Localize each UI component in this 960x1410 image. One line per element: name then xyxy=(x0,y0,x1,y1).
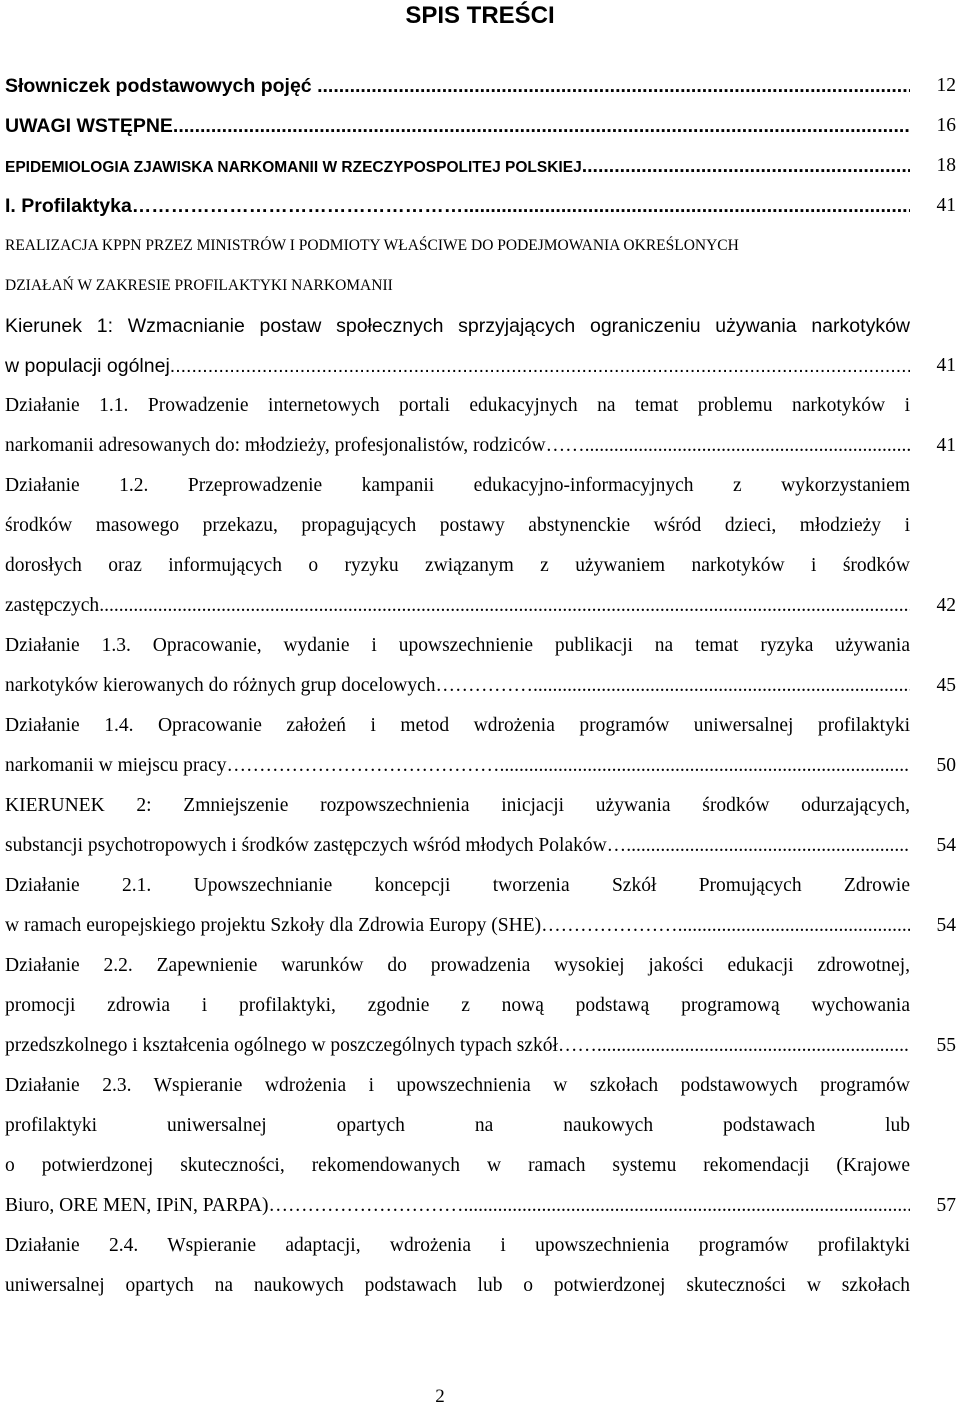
leader-dots xyxy=(585,426,910,466)
toc-page-number: 54 xyxy=(936,915,956,936)
leader-dots xyxy=(678,906,910,946)
toc-entry-action-2-2-line-2[interactable]: promocji zdrowia i profilaktyki, zgodnie z nową podstawą programową wychowania xyxy=(5,995,910,1016)
toc-entry-kppn-line-1[interactable]: REALIZACJA KPPN PRZEZ MINISTRÓW I PODMIOTY WŁAŚCIWE DO PODEJMOWANIA OKREŚLONYCH xyxy=(5,237,739,254)
toc-entry-action-2-1-line-2[interactable]: w ramach europejskiego projektu Szkoły dla Zdrowia Europy (SHE)………………… ..... xyxy=(5,906,910,946)
leader-dots xyxy=(99,586,910,626)
toc-entry-direction-2-line-2[interactable]: substancji psychotropowych i środków zastępczych wśród młodych Polaków… ..... xyxy=(5,826,910,866)
toc-entry-action-2-4-line-1[interactable]: Działanie 2.4. Wspieranie adaptacji, wdrożenia i upowszechnienia programów profilaktyki xyxy=(5,1235,910,1256)
leader-dots xyxy=(533,666,910,706)
toc-entry-introductory-remarks[interactable]: UWAGI WSTĘPNE ..... xyxy=(5,106,910,146)
leader-dots xyxy=(597,1026,910,1066)
toc-page-number: 16 xyxy=(936,115,956,136)
leader-dots xyxy=(626,826,910,866)
toc-page-number: 45 xyxy=(936,675,956,696)
leader-dots xyxy=(173,106,910,146)
toc-entry-action-1-2-line-4[interactable]: zastępczych ..... xyxy=(5,586,910,626)
toc-entry-action-2-2-line-1[interactable]: Działanie 2.2. Zapewnienie warunków do prowadzenia wysokiej jakości edukacji zdrowotnej, xyxy=(5,955,910,976)
toc-entry-glossary[interactable]: Słowniczek podstawowych pojęć ... ..... xyxy=(5,66,910,106)
toc-page-number: 18 xyxy=(936,155,956,176)
toc-page-number: 42 xyxy=(936,595,956,616)
toc-entry-direction-1-line-1[interactable]: Kierunek 1: Wzmacnianie postaw społecznych sprzyjających ograniczeniu używania narkotyków xyxy=(5,315,910,337)
toc-entry-action-2-3-line-2[interactable]: profilaktyki uniwersalnej opartych na naukowych podstawach lub xyxy=(5,1115,910,1136)
toc-entry-action-2-3-line-3[interactable]: o potwierdzonej skuteczności, rekomendowanych w ramach systemu rekomendacji (Krajowe xyxy=(5,1155,910,1176)
toc-page-number: 55 xyxy=(936,1035,956,1056)
leader-dots xyxy=(463,186,910,226)
toc-page-number: 41 xyxy=(936,355,956,376)
page-title: SPIS TREŚCI xyxy=(405,2,555,29)
toc-entry-direction-1-line-2[interactable]: w populacji ogólnej ..... xyxy=(5,346,910,386)
toc-page-number: 41 xyxy=(936,195,956,216)
leader-dots xyxy=(499,746,910,786)
page-number: 2 xyxy=(435,1386,445,1407)
toc-page-number: 12 xyxy=(936,75,956,96)
toc-entry-action-2-2-line-3[interactable]: przedszkolnego i kształcenia ogólnego w poszczególnych typach szkół…… ..... xyxy=(5,1026,910,1066)
toc-entry-action-1-2-line-1[interactable]: Działanie 1.2. Przeprowadzenie kampanii edukacyjno-informacyjnych z wykorzystaniem xyxy=(5,475,910,496)
toc-page-number: 50 xyxy=(936,755,956,776)
leader-dots xyxy=(464,1186,911,1226)
toc-entry-action-2-3-line-4[interactable]: Biuro, ORE MEN, IPiN, PARPA)………………………… ..... xyxy=(5,1186,910,1226)
toc-entry-action-1-2-line-3[interactable]: dorosłych oraz informujących o ryzyku związanym z używaniem narkotyków i środków xyxy=(5,555,910,576)
leader-dots xyxy=(333,66,910,106)
toc-entry-epidemiology[interactable]: EPIDEMIOLOGIA ZJAWISKA NARKOMANII W RZECZYPOSPOLITEJ POLSKIEJ ..... xyxy=(5,146,910,186)
toc-entry-action-2-4-line-2[interactable]: uniwersalnej opartych na naukowych podstawach lub o potwierdzonej skuteczności w szkołach xyxy=(5,1275,910,1296)
toc-entry-action-2-1-line-1[interactable]: Działanie 2.1. Upowszechnianie koncepcji tworzenia Szkół Promujących Zdrowie xyxy=(5,875,910,896)
toc-page-number: 54 xyxy=(936,835,956,856)
leader-dots xyxy=(170,346,910,386)
toc-entry-kppn-line-2[interactable]: DZIAŁAŃ W ZAKRESIE PROFILAKTYKI NARKOMANII xyxy=(5,277,393,294)
toc-entry-action-1-1-line-1[interactable]: Działanie 1.1. Prowadzenie internetowych portali edukacyjnych na temat problemu narkotyków i xyxy=(5,395,910,416)
toc-entry-direction-2-line-1[interactable]: KIERUNEK 2: Zmniejszenie rozpowszechnienia inicjacji używania środków odurzających, xyxy=(5,795,910,816)
toc-page-number: 41 xyxy=(936,435,956,456)
toc-entry-action-2-3-line-1[interactable]: Działanie 2.3. Wspieranie wdrożenia i upowszechnienia w szkołach podstawowych programów xyxy=(5,1075,910,1096)
toc-entry-action-1-3-line-1[interactable]: Działanie 1.3. Opracowanie, wydanie i upowszechnienie publikacji na temat ryzyka używania xyxy=(5,635,910,656)
toc-entry-action-1-3-line-2[interactable]: narkotyków kierowanych do różnych grup docelowych…………… ..... xyxy=(5,666,910,706)
toc-entry-action-1-4-line-2[interactable]: narkomanii w miejscu pracy…………………………………… ..... xyxy=(5,746,910,786)
toc-page-number: 57 xyxy=(936,1195,956,1216)
toc-entry-action-1-1-line-2[interactable]: narkomanii adresowanych do: młodzieży, profesjonalistów, rodziców…… ..... xyxy=(5,426,910,466)
toc-entry-action-1-4-line-1[interactable]: Działanie 1.4. Opracowanie założeń i metod wdrożenia programów uniwersalnej profilaktyki xyxy=(5,715,910,736)
toc-entry-action-1-2-line-2[interactable]: środków masowego przekazu, propagujących postawy abstynenckie wśród dzieci, młodzieży i xyxy=(5,515,910,536)
leader-dots xyxy=(582,146,910,186)
toc-entry-prevention[interactable]: I. Profilaktyka…………………………………………… ..... xyxy=(5,186,910,226)
